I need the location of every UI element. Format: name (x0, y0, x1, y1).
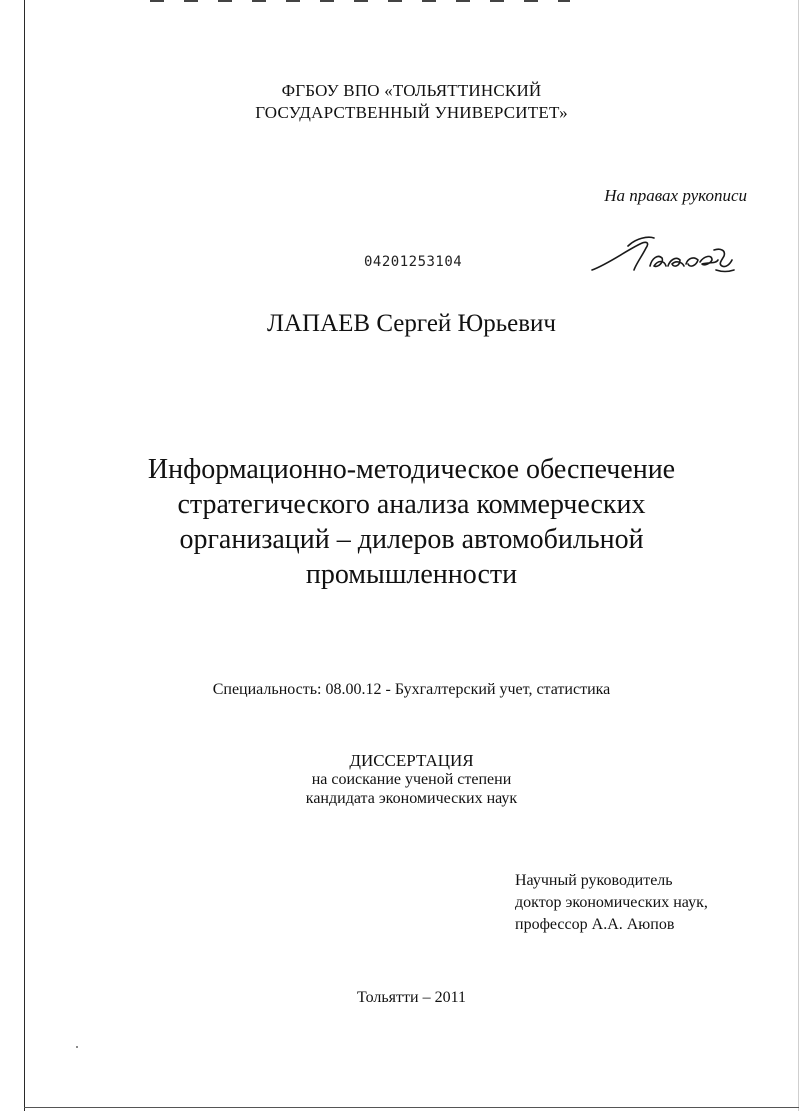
scan-top-dashes (150, 0, 570, 2)
author-name: ЛАПАЕВ Сергей Юрьевич (267, 310, 556, 337)
supervisor-degree: доктор экономических наук, (515, 894, 708, 911)
supervisor-block (515, 870, 708, 936)
title-line-4: промышленности (305, 559, 518, 590)
dissertation-degree-block (24, 751, 799, 808)
title-line-1: Информационно-методическое обеспечение (147, 454, 676, 485)
degree-line-2: кандидата экономических наук (305, 790, 518, 807)
scan-bottom-edge (24, 1107, 799, 1108)
title-line-2: стратегического анализа коммерческих (177, 489, 646, 520)
title-line-3: организаций – дилеров автомобильной (179, 524, 644, 555)
rights-notice: На правах рукописи (604, 186, 747, 205)
supervisor-role: Научный руководитель (515, 872, 673, 889)
institution-name (24, 80, 799, 124)
institution-line-1: ФГБОУ ВПО «ТОЛЬЯТТИНСКИЙ (281, 81, 542, 100)
scan-speck (76, 1046, 78, 1048)
catalog-code: 04201253104 (364, 254, 463, 270)
place-and-year: Тольятти – 2011 (357, 989, 466, 1006)
supervisor-name: профессор А.А. Аюпов (515, 916, 675, 933)
dissertation-heading: ДИССЕРТАЦИЯ (349, 751, 474, 770)
specialty-line: Специальность: 08.00.12 - Бухгалтерский учет, статистика (212, 681, 611, 698)
institution-line-2: ГОСУДАРСТВЕННЫЙ УНИВЕРСИТЕТ» (255, 103, 568, 122)
dissertation-title (24, 452, 799, 592)
handwritten-signature (588, 232, 738, 278)
degree-line-1: на соискание ученой степени (311, 771, 512, 788)
